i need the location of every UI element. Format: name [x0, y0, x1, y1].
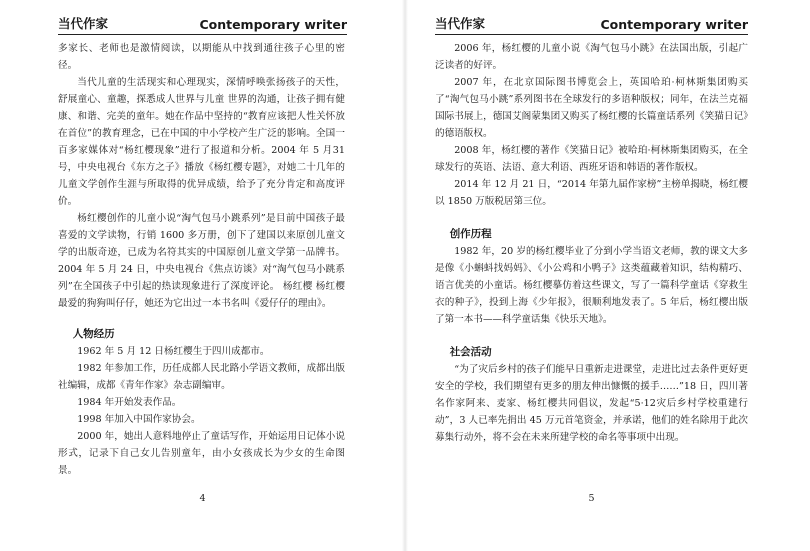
right-page: [405, 0, 810, 551]
paragraph: 1982 年参加工作，历任成都人民北路小学语文教师，成都出版社编辑，成都《青年作家》杂志副编审。: [58, 363, 345, 391]
paragraph: 2006 年，杨红樱的儿童小说《淘气包马小跳》在法国出版，引起广泛读者的好评。: [435, 43, 748, 71]
paragraph: 1984 年开始发表作品。: [77, 397, 182, 408]
paragraph: 2000 年，她出人意料地停止了童话写作，开始运用日记体小说形式，记录下自己女儿告别童年，由小女孩成长为少女的生命图景。: [58, 431, 345, 476]
header-title-en: Contemporary writer: [600, 17, 748, 32]
paragraph: 1962 年 5 月 12 日杨红樱生于四川成都市。: [77, 346, 270, 357]
page-number: 4: [199, 493, 206, 504]
paragraph: 2008 年，杨红樱的著作《笑猫日记》被哈珀·柯林斯集团购买，在全球发行的英语、法语、意大利语、西班牙语和韩语的著作版权。: [435, 145, 748, 173]
page-number: 5: [588, 493, 595, 504]
paragraph: 2007 年，在北京国际图书博览会上，英国哈珀·柯林斯集团购买了“淘气包马小跳”系列图书在全球发行的多语种版权；同年，在法兰克福国际书展上，德国艾阁蒙集团又购买了杨红樱的长篇童话系列《笑猫日记》的德语版权。: [435, 77, 748, 139]
running-header: [58, 12, 347, 35]
paragraph: 2014 年 12 月 21 日，“2014 年第九届作家榜”主榜单揭晓，杨红樱以 1850 万版税居第三位。: [435, 179, 748, 207]
paragraph: 多家长、老师也是激情阅读，以期能从中找到通往孩子心里的密径。: [58, 43, 345, 71]
section-heading: 人物经历: [72, 328, 115, 340]
paragraph: 1982 年，20 岁的杨红樱毕业了分到小学当语文老师，教的课文大多是像《小蝌蚪找妈妈》、《小公鸡和小鸭子》这类蕴藏着知识，结构精巧、语言优美的小童话。杨红樱摹仿着这些课文，写了一篇科学童话《穿救生衣的种子》，投到上海《少年报》，很顺利地发表了。5 年后，杨红樱出版了第一本书——科学童话集《快乐天地》。: [435, 246, 748, 325]
header-title-en: Contemporary writer: [199, 17, 347, 32]
section-heading: 创作历程: [449, 228, 492, 240]
page-body: [435, 40, 748, 446]
paragraph: 当代儿童的生活现实和心理现实，深情呼唤张扬孩子的天性，舒展童心、童趣，探悉成人世界与儿童 世界的沟通，让孩子拥有健康、和谐、完美的童年。她在作品中坚持的“教育应该把人性关怀放在首位”的教育理念，已在中国的中小学校产生广泛的影响。全国一百多家媒体对“杨红樱现象”进行了报道和分析。2004 年 5 月31 号，中央电视台《东方之子》播放《杨红樱专题》，对她二十几年的儿童文学创作生涯与所取得的优异成绩，给予了充分肯定和高度评价。: [58, 77, 345, 207]
header-title-cn: 当代作家: [435, 16, 486, 31]
header-title-cn: 当代作家: [58, 16, 109, 31]
page-body: [58, 40, 345, 479]
paragraph: 1998 年加入中国作家协会。: [77, 414, 201, 425]
running-header: [435, 12, 748, 35]
paragraph: 杨红樱创作的儿童小说“淘气包马小跳系列”是目前中国孩子最喜爱的文学读物，行销 1600 多万册，创下了建国以来原创儿童文学的出版奇迹，已成为名符其实的中国原创儿童文学第一品牌书。2004 年 5 月 24 日，中央电视台《焦点访谈》对“淘气包马小跳系列”在全国孩子中引起的热读现象进行了深度评论。 杨红樱 杨红樱最爱的狗狗叫仔仔，她还为它出过一本书名叫《爱仔仔的理由》。: [58, 213, 345, 309]
paragraph: “为了灾后乡村的孩子们能早日重新走进课堂，走进比过去条件更好更安全的学校，我们期望有更多的朋友伸出慷慨的援手……”18 日，四川著名作家阿来、麦家、杨红樱共同倡议，发起“5·12灾后乡村学校重建行动”，3 人已率先捐出 45 万元首笔资金，并承诺，他们的姓名除用于此次募集行动外，将不会在未来所建学校的命名等事项中出现。: [435, 364, 748, 443]
section-heading: 社会活动: [449, 346, 492, 358]
